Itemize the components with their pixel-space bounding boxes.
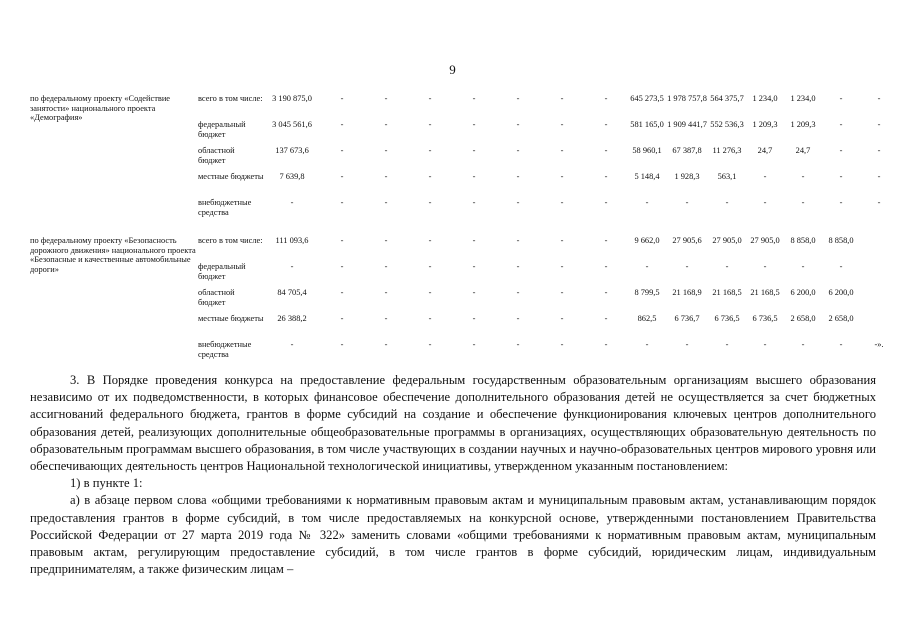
year-amount: - xyxy=(604,146,608,155)
year-amount: 581 165,0 xyxy=(630,120,664,129)
document-text xyxy=(30,372,876,578)
year-amount: 2 658,0 xyxy=(828,314,854,323)
year-amount: 1 234,0 xyxy=(752,94,778,103)
year-amount: 67 387,8 xyxy=(672,146,702,155)
year-amount: - xyxy=(472,94,476,103)
year-amount: - xyxy=(516,146,520,155)
year-amount: - xyxy=(340,94,344,103)
year-amount: - xyxy=(560,94,564,103)
year-amount: - xyxy=(472,120,476,129)
total-amount: 3 190 875,0 xyxy=(272,94,312,103)
year-amount: - xyxy=(560,314,564,323)
year-amount: 11 276,3 xyxy=(712,146,742,155)
year-amount: - xyxy=(877,172,881,181)
funding-source: местные бюджеты xyxy=(198,314,264,323)
year-amount: - xyxy=(560,236,564,245)
year-amount: - xyxy=(384,236,388,245)
year-amount: 563,1 xyxy=(717,172,737,181)
page-number: 9 xyxy=(449,62,456,77)
year-amount: 21 168,5 xyxy=(712,288,742,297)
paragraph-3: 3. В Порядке проведения конкурса на предоставление федеральным государственным образовательным организациям высшего образования независимо от их подведомственности, в которых финансовое обеспечение дополнительного образования детей не осуществляется за счет бюджетных ассигнований федерального бюджета, грантов в форме субсидий на создание и обеспечение функционирования ключевых центров дополнительного образования детей, реализующих дополнительные общеобразовательные программы в организациях, осуществляющих образовательную деятельность по образовательным программам высшего образования, в том числе участвующих в создании научных и научно-образовательных центров мирового уровня или обеспечивающих деятельность центров Национальной технологической инициативы, утвержденном указанным постановлением: xyxy=(30,373,876,474)
year-amount: - xyxy=(384,340,388,349)
year-amount: - xyxy=(801,340,805,349)
year-amount: 24,7 xyxy=(757,146,773,155)
year-amount: 1 978 757,8 xyxy=(667,94,707,103)
year-amount: - xyxy=(604,288,608,297)
total-amount: 111 093,6 xyxy=(275,236,309,245)
year-amount: - xyxy=(839,94,843,103)
total-amount: - xyxy=(290,262,294,271)
year-amount: -». xyxy=(874,340,884,349)
year-amount: - xyxy=(801,262,805,271)
year-amount: 21 168,9 xyxy=(672,288,702,297)
year-amount: - xyxy=(428,120,432,129)
year-amount: - xyxy=(384,172,388,181)
table-row xyxy=(30,236,898,262)
year-amount: - xyxy=(516,236,520,245)
year-amount: - xyxy=(384,198,388,207)
year-amount: - xyxy=(472,340,476,349)
year-amount: - xyxy=(472,172,476,181)
year-amount: - xyxy=(725,198,729,207)
year-amount: - xyxy=(428,172,432,181)
year-amount: - xyxy=(725,262,729,271)
year-amount: - xyxy=(340,172,344,181)
year-amount: - xyxy=(428,262,432,271)
year-amount: - xyxy=(877,120,881,129)
year-amount: - xyxy=(428,198,432,207)
year-amount: - xyxy=(340,198,344,207)
year-amount: - xyxy=(340,288,344,297)
year-amount: - xyxy=(604,340,608,349)
year-amount: - xyxy=(560,262,564,271)
year-amount: 6 736,5 xyxy=(714,314,740,323)
year-amount: - xyxy=(801,172,805,181)
year-amount: - xyxy=(340,146,344,155)
year-amount: 24,7 xyxy=(795,146,811,155)
year-amount: 8 799,5 xyxy=(634,288,660,297)
year-amount: - xyxy=(685,340,689,349)
year-amount: - xyxy=(428,314,432,323)
year-amount: - xyxy=(516,120,520,129)
year-amount: - xyxy=(560,288,564,297)
funding-source: всего в том числе: xyxy=(198,94,263,103)
year-amount: 6 200,0 xyxy=(828,288,854,297)
year-amount: 645 273,5 xyxy=(630,94,664,103)
year-amount: - xyxy=(472,314,476,323)
year-amount: - xyxy=(516,314,520,323)
total-amount: 3 045 561,6 xyxy=(272,120,312,129)
total-amount: - xyxy=(290,198,294,207)
year-amount: - xyxy=(340,314,344,323)
year-amount: 8 858,0 xyxy=(828,236,854,245)
year-amount: 1 234,0 xyxy=(790,94,816,103)
year-amount: - xyxy=(384,288,388,297)
year-amount: - xyxy=(877,198,881,207)
year-amount: - xyxy=(763,172,767,181)
year-amount: 564 375,7 xyxy=(710,94,744,103)
year-amount: - xyxy=(472,262,476,271)
year-amount: - xyxy=(560,146,564,155)
year-amount: - xyxy=(645,340,649,349)
year-amount: 27 905,6 xyxy=(672,236,702,245)
year-amount: - xyxy=(472,236,476,245)
year-amount: 1 209,3 xyxy=(790,120,816,129)
year-amount: - xyxy=(604,236,608,245)
year-amount: 8 858,0 xyxy=(790,236,816,245)
year-amount: 27 905,0 xyxy=(712,236,742,245)
year-amount: 5 148,4 xyxy=(634,172,660,181)
paragraph-subitem-a: а) в абзаце первом слова «общими требованиями к нормативным правовым актам и муниципальным правовым актам, устанавливающим порядок предоставления грантов в форме субсидий, в том числе предоставляемых на конкурсной основе, утвержденными постановлением Правительства Российской Федерации от 27 марта 2019 года № 322» заменить словами «общими требованиями к нормативным правовым актам, муниципальным правовым актам, регулирующим предоставление субсидий, в том числе грантов в форме субсидий, юридическим лицам, индивидуальным предпринимателям, а также физическим лицам – xyxy=(30,493,876,577)
year-amount: - xyxy=(645,198,649,207)
year-amount: - xyxy=(560,198,564,207)
year-amount: - xyxy=(839,262,843,271)
financing-table xyxy=(30,94,898,366)
year-amount: 1 209,3 xyxy=(752,120,778,129)
year-amount: - xyxy=(472,198,476,207)
year-amount: 2 658,0 xyxy=(790,314,816,323)
year-amount: - xyxy=(428,94,432,103)
year-amount: - xyxy=(801,198,805,207)
table-row xyxy=(30,94,898,120)
total-amount: 84 705,4 xyxy=(277,288,307,297)
year-amount: - xyxy=(384,262,388,271)
total-amount: 7 639,8 xyxy=(279,172,305,181)
year-amount: - xyxy=(516,262,520,271)
year-amount: - xyxy=(384,146,388,155)
year-amount: - xyxy=(516,94,520,103)
year-amount: - xyxy=(763,262,767,271)
year-amount: - xyxy=(763,198,767,207)
year-amount: - xyxy=(472,288,476,297)
year-amount: 27 905,0 xyxy=(750,236,780,245)
year-amount: - xyxy=(428,236,432,245)
year-amount: 6 736,5 xyxy=(752,314,778,323)
year-amount: - xyxy=(384,120,388,129)
funding-source: областной бюджет xyxy=(198,146,235,166)
year-amount: - xyxy=(340,262,344,271)
year-amount: - xyxy=(839,120,843,129)
funding-source: внебюджетные средства xyxy=(198,198,252,218)
year-amount: - xyxy=(516,198,520,207)
paragraph-item-1: 1) в пункте 1: xyxy=(70,476,143,491)
year-amount: 6 736,7 xyxy=(674,314,700,323)
group-spacer xyxy=(30,224,898,236)
funding-source: федеральный бюджет xyxy=(198,120,246,140)
year-amount: - xyxy=(560,340,564,349)
year-amount: - xyxy=(604,198,608,207)
year-amount: - xyxy=(560,172,564,181)
year-amount: 1 909 441,7 xyxy=(667,120,707,129)
year-amount: - xyxy=(516,172,520,181)
year-amount: - xyxy=(877,146,881,155)
year-amount: 862,5 xyxy=(637,314,657,323)
year-amount: - xyxy=(516,340,520,349)
year-amount: - xyxy=(428,288,432,297)
year-amount: - xyxy=(725,340,729,349)
year-amount: 6 200,0 xyxy=(790,288,816,297)
year-amount: - xyxy=(685,262,689,271)
year-amount: - xyxy=(516,288,520,297)
total-amount: - xyxy=(290,340,294,349)
year-amount: - xyxy=(428,146,432,155)
year-amount: - xyxy=(428,340,432,349)
year-amount: - xyxy=(839,340,843,349)
year-amount: - xyxy=(685,198,689,207)
year-amount: - xyxy=(604,314,608,323)
funding-source: местные бюджеты xyxy=(198,172,264,181)
total-amount: 137 673,6 xyxy=(275,146,309,155)
year-amount: 21 168,5 xyxy=(750,288,780,297)
funding-source: областной бюджет xyxy=(198,288,235,308)
year-amount: - xyxy=(340,120,344,129)
year-amount: - xyxy=(763,340,767,349)
funding-source: внебюджетные средства xyxy=(198,340,252,360)
table-body xyxy=(30,94,898,366)
project-name: по федеральному проекту «Безопасность дорожного движения» национального проекта «Безопасные и качественные автомобильные дороги» xyxy=(30,236,196,274)
year-amount: - xyxy=(645,262,649,271)
year-amount: 1 928,3 xyxy=(674,172,700,181)
year-amount: - xyxy=(839,172,843,181)
year-amount: - xyxy=(340,236,344,245)
year-amount: - xyxy=(340,340,344,349)
year-amount: - xyxy=(604,172,608,181)
year-amount: 58 960,1 xyxy=(632,146,662,155)
year-amount: - xyxy=(604,262,608,271)
year-amount: 9 662,0 xyxy=(634,236,660,245)
year-amount: - xyxy=(384,314,388,323)
year-amount: - xyxy=(604,120,608,129)
total-amount: 26 388,2 xyxy=(277,314,307,323)
year-amount: - xyxy=(472,146,476,155)
year-amount: - xyxy=(384,94,388,103)
project-name: по федеральному проекту «Содействие занятости» национального проекта «Демография» xyxy=(30,94,171,123)
year-amount: - xyxy=(839,198,843,207)
year-amount: - xyxy=(877,94,881,103)
year-amount: - xyxy=(560,120,564,129)
year-amount: 552 536,3 xyxy=(710,120,744,129)
funding-source: всего в том числе: xyxy=(198,236,263,245)
year-amount: - xyxy=(839,146,843,155)
year-amount: - xyxy=(604,94,608,103)
funding-source: федеральный бюджет xyxy=(198,262,246,282)
